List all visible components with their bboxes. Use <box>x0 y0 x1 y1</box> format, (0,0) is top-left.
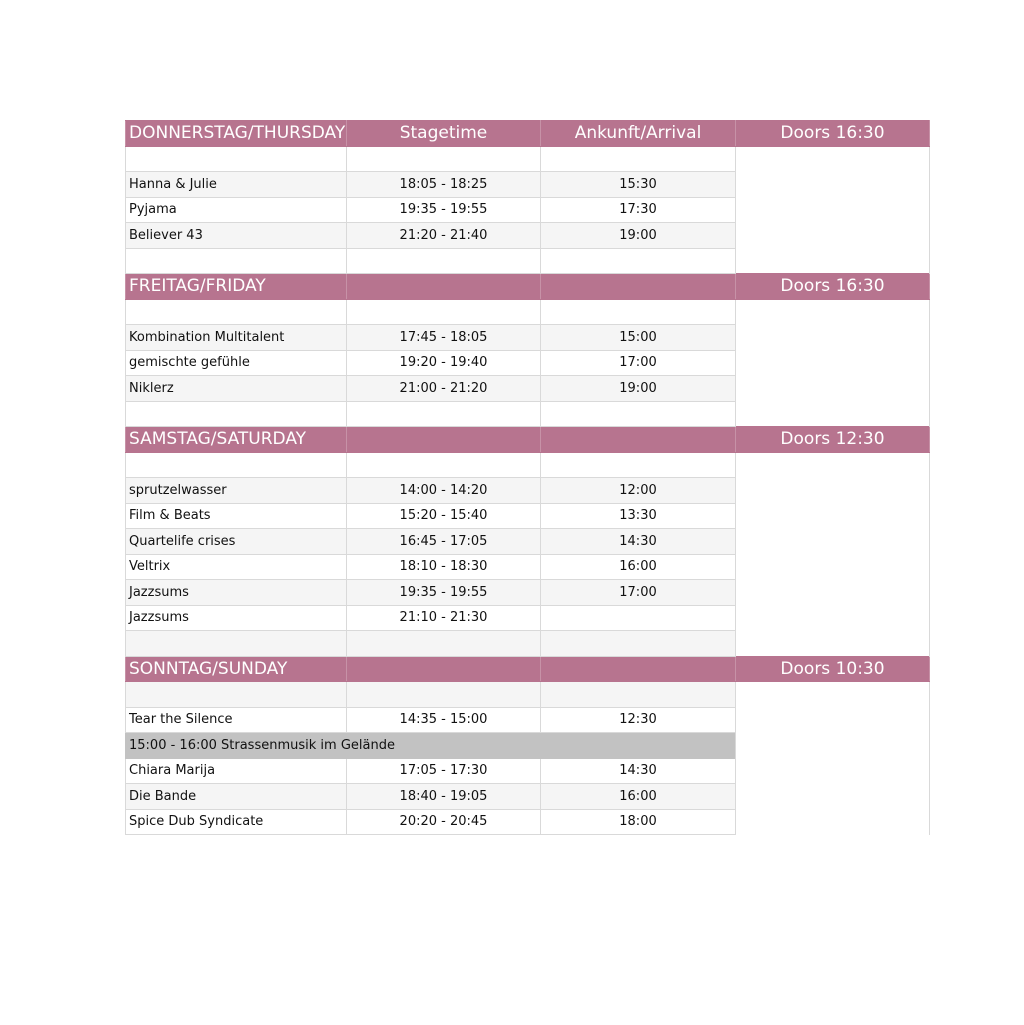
schedule-table <box>125 120 930 835</box>
act-name: Jazzsums <box>126 605 347 631</box>
act-name: sprutzelwasser <box>126 478 347 504</box>
act-arrival: 14:30 <box>541 758 736 784</box>
act-arrival: 19:00 <box>541 223 736 249</box>
act-name: Kombination Multitalent <box>126 325 347 351</box>
act-name: Die Bande <box>126 784 347 810</box>
day-header-friday <box>126 274 930 300</box>
day-header-saturday <box>126 427 930 453</box>
doors-column-blank <box>736 682 930 835</box>
act-stagetime: 20:20 - 20:45 <box>347 809 541 835</box>
doors-time: Doors 16:30 <box>736 121 930 147</box>
act-arrival: 17:00 <box>541 580 736 606</box>
act-name: Jazzsums <box>126 580 347 606</box>
act-arrival: 16:00 <box>541 784 736 810</box>
act-arrival: 12:00 <box>541 478 736 504</box>
act-name: Film & Beats <box>126 503 347 529</box>
doors-time: Doors 16:30 <box>736 274 930 300</box>
act-stagetime: 14:00 - 14:20 <box>347 478 541 504</box>
act-arrival <box>541 605 736 631</box>
act-stagetime: 19:20 - 19:40 <box>347 350 541 376</box>
act-stagetime: 21:10 - 21:30 <box>347 605 541 631</box>
act-stagetime: 18:10 - 18:30 <box>347 554 541 580</box>
act-name: gemischte gefühle <box>126 350 347 376</box>
act-arrival: 17:00 <box>541 350 736 376</box>
day-header-sunday <box>126 656 930 682</box>
act-name: Believer 43 <box>126 223 347 249</box>
act-arrival: 15:00 <box>541 325 736 351</box>
act-name: Niklerz <box>126 376 347 402</box>
doors-column-blank <box>736 146 930 274</box>
street-music-note: 15:00 - 16:00 Strassenmusik im Gelände <box>126 733 736 759</box>
act-arrival: 13:30 <box>541 503 736 529</box>
act-name: Pyjama <box>126 197 347 223</box>
act-arrival: 16:00 <box>541 554 736 580</box>
act-arrival: 12:30 <box>541 707 736 733</box>
act-stagetime: 18:40 - 19:05 <box>347 784 541 810</box>
act-stagetime: 18:05 - 18:25 <box>347 172 541 198</box>
spacer-row <box>126 682 930 708</box>
doors-column-blank <box>736 452 930 656</box>
act-stagetime: 21:00 - 21:20 <box>347 376 541 402</box>
doors-time: Doors 12:30 <box>736 427 930 453</box>
day-title: SONNTAG/SUNDAY <box>126 656 347 682</box>
act-stagetime: 19:35 - 19:55 <box>347 580 541 606</box>
arrival-header: Ankunft/Arrival <box>541 121 736 147</box>
act-arrival: 17:30 <box>541 197 736 223</box>
spacer-row <box>126 299 930 325</box>
act-arrival: 18:00 <box>541 809 736 835</box>
act-name: Hanna & Julie <box>126 172 347 198</box>
act-stagetime: 14:35 - 15:00 <box>347 707 541 733</box>
day-title: SAMSTAG/SATURDAY <box>126 427 347 453</box>
doors-time: Doors 10:30 <box>736 656 930 682</box>
act-name: Spice Dub Syndicate <box>126 809 347 835</box>
act-stagetime: 17:45 - 18:05 <box>347 325 541 351</box>
act-name: Quartelife crises <box>126 529 347 555</box>
day-title: FREITAG/FRIDAY <box>126 274 347 300</box>
act-stagetime: 21:20 - 21:40 <box>347 223 541 249</box>
act-stagetime: 17:05 - 17:30 <box>347 758 541 784</box>
act-arrival: 15:30 <box>541 172 736 198</box>
day-title: DONNERSTAG/THURSDAY <box>126 121 347 147</box>
act-arrival: 19:00 <box>541 376 736 402</box>
act-name: Veltrix <box>126 554 347 580</box>
stagetime-header: Stagetime <box>347 121 541 147</box>
spacer-row <box>126 146 930 172</box>
act-name: Chiara Marija <box>126 758 347 784</box>
act-stagetime: 15:20 - 15:40 <box>347 503 541 529</box>
act-stagetime: 19:35 - 19:55 <box>347 197 541 223</box>
act-arrival: 14:30 <box>541 529 736 555</box>
spacer-row <box>126 452 930 478</box>
day-header-thursday <box>126 121 930 147</box>
doors-column-blank <box>736 299 930 427</box>
act-name: Tear the Silence <box>126 707 347 733</box>
act-stagetime: 16:45 - 17:05 <box>347 529 541 555</box>
